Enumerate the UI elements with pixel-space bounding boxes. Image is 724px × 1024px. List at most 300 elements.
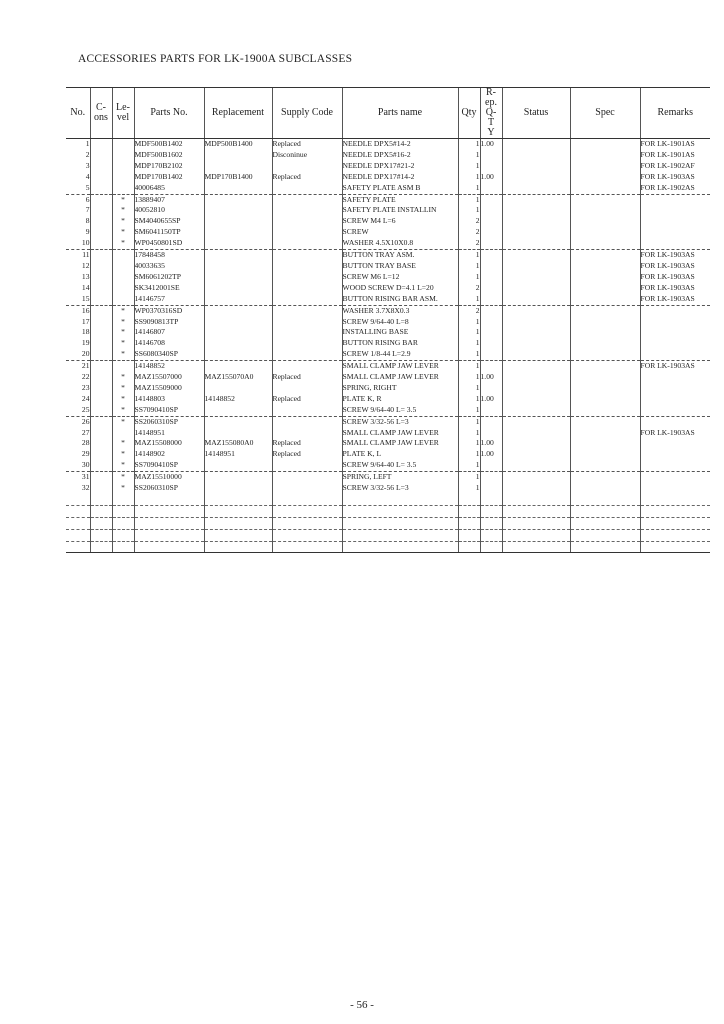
- cell-cons: [90, 416, 112, 427]
- header-qty: Qty: [458, 88, 480, 139]
- cell-rep-qty: [480, 428, 502, 439]
- cell-status: [502, 283, 570, 294]
- empty-cell: [272, 494, 342, 505]
- cell-no: 26: [81, 416, 90, 426]
- empty-cell: [66, 529, 90, 541]
- cell-cons: [90, 227, 112, 238]
- cell-qty: 1: [458, 394, 480, 405]
- cell-level: *: [112, 227, 134, 238]
- cell-cons: [90, 272, 112, 283]
- cell-qty: 1: [458, 483, 480, 494]
- cell-replacement: [204, 383, 272, 394]
- cell-supply-code: Replaced: [272, 438, 342, 449]
- cell-level: *: [112, 372, 134, 383]
- header-parts-name: Parts name: [342, 88, 458, 139]
- cell-parts-no: 40052810: [134, 205, 204, 216]
- cell-status: [502, 183, 570, 194]
- cell-spec: [570, 305, 640, 316]
- cell-spec: [570, 472, 640, 483]
- table-row: [66, 261, 710, 272]
- cell-supply-code: [272, 227, 342, 238]
- cell-qty: 1: [458, 172, 480, 183]
- cell-qty: 1: [458, 272, 480, 283]
- cell-replacement: [204, 317, 272, 328]
- cell-spec: [570, 449, 640, 460]
- table-row: [66, 449, 710, 460]
- cell-spec: [570, 238, 640, 249]
- cell-status: [502, 438, 570, 449]
- cell-qty: 1: [458, 327, 480, 338]
- empty-cell: [204, 517, 272, 529]
- cell-parts-no: MAZ15508000: [134, 438, 204, 449]
- cell-level: *: [112, 405, 134, 416]
- cell-cons: [90, 338, 112, 349]
- cell-cons: [90, 472, 112, 483]
- cell-supply-code: [272, 460, 342, 471]
- header-level: Le-vel: [112, 88, 134, 139]
- cell-level: *: [112, 472, 134, 483]
- cell-remarks: FOR LK-1903AS: [640, 172, 710, 183]
- cell-rep-qty: [480, 238, 502, 249]
- cell-cons: [90, 405, 112, 416]
- header-no: No.: [66, 88, 90, 139]
- cell-qty: 1: [458, 150, 480, 161]
- cell-supply-code: [272, 327, 342, 338]
- cell-qty: 1: [458, 372, 480, 383]
- table-row: [66, 205, 710, 216]
- cell-rep-qty: [480, 327, 502, 338]
- empty-cell: [570, 529, 640, 541]
- cell-spec: [570, 416, 640, 427]
- empty-cell: [640, 517, 710, 529]
- cell-qty: 1: [458, 472, 480, 483]
- cell-parts-name: SCREW: [342, 227, 458, 238]
- cell-remarks: FOR LK-1903AS: [640, 283, 710, 294]
- empty-cell: [570, 494, 640, 505]
- cell-remarks: FOR LK-1903AS: [640, 250, 710, 261]
- cell-remarks: FOR LK-1901AS: [640, 150, 710, 161]
- cell-qty: 1: [458, 438, 480, 449]
- cell-level: *: [112, 383, 134, 394]
- cell-replacement: MAZ155080A0: [204, 438, 272, 449]
- cell-level: [112, 294, 134, 305]
- cell-supply-code: [272, 338, 342, 349]
- cell-parts-no: 14146757: [134, 294, 204, 305]
- cell-replacement: [204, 483, 272, 494]
- cell-no: 1: [85, 139, 90, 148]
- cell-level: [112, 183, 134, 194]
- cell-remarks: [640, 438, 710, 449]
- cell-cons: [90, 438, 112, 449]
- cell-no: 30: [66, 460, 90, 471]
- cell-spec: [570, 272, 640, 283]
- table-row: [66, 194, 710, 205]
- empty-cell: [480, 494, 502, 505]
- cell-level: [112, 250, 134, 261]
- empty-cell: [112, 517, 134, 529]
- parts-table: [66, 87, 710, 553]
- cell-level: *: [112, 327, 134, 338]
- cell-parts-name: SPRING, RIGHT: [342, 383, 458, 394]
- cell-spec: [570, 338, 640, 349]
- cell-rep-qty: [480, 405, 502, 416]
- empty-cell: [458, 541, 480, 553]
- empty-cell: [90, 529, 112, 541]
- cell-parts-no: MDF500B1402: [134, 139, 204, 150]
- cell-remarks: FOR LK-1903AS: [640, 294, 710, 305]
- cell-qty: 1: [458, 361, 480, 372]
- cell-supply-code: [272, 205, 342, 216]
- cell-remarks: FOR LK-1902AS: [640, 183, 710, 194]
- cell-rep-qty: [480, 161, 502, 172]
- cell-cons: [90, 261, 112, 272]
- cell-qty: 1: [458, 183, 480, 194]
- cell-no: 18: [81, 327, 90, 337]
- cell-status: [502, 294, 570, 305]
- table-row: [66, 172, 710, 183]
- cell-no: 13: [81, 271, 90, 281]
- cell-cons: [90, 394, 112, 405]
- empty-cell: [272, 529, 342, 541]
- cell-status: [502, 349, 570, 360]
- cell-level: [112, 172, 134, 183]
- empty-cell: [640, 505, 710, 517]
- cell-replacement: MDP170B1400: [204, 172, 272, 183]
- cell-remarks: [640, 238, 710, 249]
- cell-parts-name: PLATE K, L: [342, 449, 458, 460]
- cell-spec: [570, 183, 640, 194]
- table-row: [66, 361, 710, 372]
- empty-cell: [342, 494, 458, 505]
- cell-cons: [90, 317, 112, 328]
- cell-spec: [570, 261, 640, 272]
- cell-parts-name: BUTTON RISING BAR ASM.: [342, 294, 458, 305]
- table-row: [66, 227, 710, 238]
- cell-replacement: [204, 205, 272, 216]
- empty-cell: [480, 505, 502, 517]
- empty-cell: [458, 505, 480, 517]
- table-row: [66, 183, 710, 194]
- cell-qty: 1: [458, 428, 480, 439]
- cell-supply-code: [272, 261, 342, 272]
- table-row: [66, 161, 710, 172]
- cell-remarks: [640, 460, 710, 471]
- empty-cell: [640, 541, 710, 553]
- empty-row-block: [66, 494, 710, 505]
- cell-status: [502, 227, 570, 238]
- cell-rep-qty: [480, 349, 502, 360]
- cell-remarks: [640, 383, 710, 394]
- header-supply-code: Supply Code: [272, 88, 342, 139]
- cell-parts-name: WASHER 3.7X8X0.3: [342, 305, 458, 316]
- cell-status: [502, 305, 570, 316]
- cell-remarks: [640, 205, 710, 216]
- table-row: [66, 483, 710, 494]
- cell-no: 7: [85, 205, 90, 215]
- cell-parts-name: SCREW M4 L=6: [342, 216, 458, 227]
- table-row: [66, 272, 710, 283]
- empty-cell: [134, 494, 204, 505]
- cell-cons: [90, 460, 112, 471]
- empty-cell: [90, 541, 112, 553]
- cell-cons: [90, 283, 112, 294]
- empty-cell: [66, 494, 90, 505]
- cell-remarks: FOR LK-1903AS: [640, 272, 710, 283]
- cell-parts-no: SS7090410SP: [134, 460, 204, 471]
- empty-cell: [480, 541, 502, 553]
- cell-rep-qty: [480, 305, 502, 316]
- cell-rep-qty: [480, 361, 502, 372]
- cell-status: [502, 172, 570, 183]
- cell-parts-name: SAFETY PLATE ASM B: [342, 183, 458, 194]
- cell-spec: [570, 361, 640, 372]
- cell-remarks: FOR LK-1903AS: [640, 261, 710, 272]
- cell-cons: [90, 428, 112, 439]
- cell-spec: [570, 216, 640, 227]
- cell-no: 14: [81, 282, 90, 292]
- empty-cell: [204, 505, 272, 517]
- cell-spec: [570, 372, 640, 383]
- cell-qty: 1: [458, 261, 480, 272]
- cell-spec: [570, 283, 640, 294]
- cell-parts-name: SAFETY PLATE INSTALLIN: [342, 205, 458, 216]
- cell-parts-no: WP0450801SD: [134, 238, 204, 249]
- cell-rep-qty: 1.00: [480, 172, 502, 183]
- cell-replacement: [204, 283, 272, 294]
- cell-no: 17: [81, 316, 90, 326]
- empty-cell: [134, 529, 204, 541]
- table-row: [66, 349, 710, 360]
- page-number: - 56 -: [350, 999, 374, 1011]
- empty-cell: [342, 541, 458, 553]
- empty-cell: [458, 529, 480, 541]
- empty-cell: [502, 505, 570, 517]
- cell-spec: [570, 405, 640, 416]
- empty-cell: [570, 517, 640, 529]
- cell-remarks: [640, 472, 710, 483]
- cell-cons: [90, 172, 112, 183]
- cell-level: [112, 150, 134, 161]
- cell-parts-name: SCREW 9/64-40 L=8: [342, 317, 458, 328]
- empty-cell: [90, 505, 112, 517]
- cell-cons: [90, 361, 112, 372]
- cell-parts-no: 14148852: [134, 361, 204, 372]
- cell-qty: 1: [458, 317, 480, 328]
- cell-replacement: [204, 250, 272, 261]
- cell-no: 23: [81, 382, 90, 392]
- cell-no: 4: [85, 171, 90, 181]
- cell-supply-code: [272, 361, 342, 372]
- cell-parts-name: SMALL CLAMP JAW LEVER: [342, 438, 458, 449]
- cell-remarks: [640, 338, 710, 349]
- table-row: [66, 327, 710, 338]
- empty-row-block: [66, 517, 710, 529]
- cell-no: 19: [81, 338, 90, 348]
- cell-status: [502, 216, 570, 227]
- cell-parts-name: SCREW M6 L=12: [342, 272, 458, 283]
- cell-remarks: FOR LK-1903AS: [640, 361, 710, 372]
- cell-level: *: [112, 483, 134, 494]
- cell-replacement: [204, 272, 272, 283]
- cell-qty: 2: [458, 216, 480, 227]
- cell-level: *: [112, 205, 134, 216]
- cell-parts-name: BUTTON TRAY ASM.: [342, 250, 458, 261]
- empty-cell: [90, 494, 112, 505]
- cell-spec: [570, 327, 640, 338]
- empty-cell: [458, 494, 480, 505]
- cell-cons: [90, 139, 112, 150]
- cell-parts-no: MAZ15507000: [134, 372, 204, 383]
- cell-no: 2: [85, 149, 90, 159]
- cell-replacement: [204, 183, 272, 194]
- empty-cell: [272, 505, 342, 517]
- cell-replacement: [204, 216, 272, 227]
- empty-cell: [204, 529, 272, 541]
- cell-remarks: [640, 372, 710, 383]
- cell-parts-name: NEEDLE DPX17#14-2: [342, 172, 458, 183]
- cell-no: 25: [66, 405, 90, 416]
- cell-remarks: FOR LK-1902AF: [640, 161, 710, 172]
- cell-cons: [90, 150, 112, 161]
- cell-parts-no: 14146708: [134, 338, 204, 349]
- cell-remarks: [640, 216, 710, 227]
- empty-cell: [134, 517, 204, 529]
- cell-cons: [90, 483, 112, 494]
- cell-status: [502, 139, 570, 150]
- cell-remarks: FOR LK-1901AS: [640, 139, 710, 150]
- cell-parts-no: MDP170B1402: [134, 172, 204, 183]
- cell-parts-name: SCREW 3/32-56 L=3: [342, 416, 458, 427]
- cell-replacement: [204, 405, 272, 416]
- table-row: [66, 305, 710, 316]
- cell-status: [502, 394, 570, 405]
- empty-row-block: [66, 541, 710, 553]
- cell-parts-name: PLATE K, R: [342, 394, 458, 405]
- cell-status: [502, 238, 570, 249]
- cell-qty: 2: [458, 227, 480, 238]
- cell-parts-name: SMALL CLAMP JAW LEVER: [342, 372, 458, 383]
- cell-qty: 2: [458, 238, 480, 249]
- cell-cons: [90, 305, 112, 316]
- cell-supply-code: Replaced: [272, 172, 342, 183]
- table-row: [66, 139, 710, 150]
- cell-replacement: [204, 227, 272, 238]
- cell-no: 22: [81, 372, 90, 382]
- cell-rep-qty: [480, 183, 502, 194]
- cell-parts-no: SS7090410SP: [134, 405, 204, 416]
- cell-parts-no: 40033635: [134, 261, 204, 272]
- cell-cons: [90, 383, 112, 394]
- cell-status: [502, 383, 570, 394]
- cell-no: 16: [81, 305, 90, 315]
- header-status: Status: [502, 88, 570, 139]
- cell-status: [502, 194, 570, 205]
- cell-remarks: [640, 405, 710, 416]
- cell-rep-qty: [480, 317, 502, 328]
- cell-spec: [570, 250, 640, 261]
- cell-replacement: [204, 161, 272, 172]
- cell-qty: 1: [458, 294, 480, 305]
- cell-parts-no: MAZ15510000: [134, 472, 204, 483]
- cell-supply-code: Disconinue: [272, 150, 342, 161]
- cell-parts-no: SS9090813TP: [134, 317, 204, 328]
- cell-level: *: [112, 460, 134, 471]
- table-row: [66, 238, 710, 249]
- cell-replacement: [204, 416, 272, 427]
- cell-parts-name: SCREW 1/8-44 L=2.9: [342, 349, 458, 360]
- cell-parts-no: 14148951: [134, 428, 204, 439]
- empty-cell: [480, 517, 502, 529]
- table-row: [66, 250, 710, 261]
- cell-supply-code: [272, 194, 342, 205]
- cell-replacement: 14148951: [204, 449, 272, 460]
- cell-level: *: [112, 317, 134, 328]
- cell-qty: 1: [458, 139, 480, 150]
- cell-no: 12: [81, 260, 90, 270]
- cell-qty: 1: [458, 460, 480, 471]
- cell-status: [502, 272, 570, 283]
- cell-supply-code: Replaced: [272, 449, 342, 460]
- cell-rep-qty: [480, 227, 502, 238]
- cell-parts-no: MDF500B1602: [134, 150, 204, 161]
- cell-rep-qty: [480, 483, 502, 494]
- cell-parts-name: BUTTON TRAY BASE: [342, 261, 458, 272]
- cell-rep-qty: [480, 283, 502, 294]
- header-spec: Spec: [570, 88, 640, 139]
- cell-level: *: [112, 238, 134, 249]
- cell-level: *: [112, 394, 134, 405]
- cell-no: 24: [81, 393, 90, 403]
- cell-no: 21: [81, 361, 90, 371]
- cell-status: [502, 416, 570, 427]
- cell-no: 15: [66, 294, 90, 305]
- cell-rep-qty: [480, 205, 502, 216]
- cell-level: [112, 139, 134, 150]
- cell-rep-qty: [480, 250, 502, 261]
- cell-level: [112, 261, 134, 272]
- cell-qty: 1: [458, 250, 480, 261]
- table-row: [66, 472, 710, 483]
- cell-replacement: [204, 150, 272, 161]
- cell-status: [502, 205, 570, 216]
- header-parts-no: Parts No.: [134, 88, 204, 139]
- cell-status: [502, 428, 570, 439]
- cell-remarks: [640, 416, 710, 427]
- empty-cell: [112, 494, 134, 505]
- cell-no: 9: [85, 227, 90, 237]
- empty-row-block: [66, 505, 710, 517]
- cell-rep-qty: [480, 294, 502, 305]
- cell-rep-qty: 1.00: [480, 449, 502, 460]
- cell-remarks: [640, 194, 710, 205]
- cell-replacement: [204, 194, 272, 205]
- cell-rep-qty: [480, 338, 502, 349]
- cell-status: [502, 150, 570, 161]
- cell-rep-qty: [480, 194, 502, 205]
- cell-spec: [570, 383, 640, 394]
- cell-parts-no: SK3412001SE: [134, 283, 204, 294]
- cell-status: [502, 460, 570, 471]
- cell-level: [112, 428, 134, 439]
- cell-remarks: FOR LK-1903AS: [640, 428, 710, 439]
- cell-spec: [570, 294, 640, 305]
- cell-supply-code: [272, 416, 342, 427]
- cell-replacement: [204, 460, 272, 471]
- cell-qty: 1: [458, 161, 480, 172]
- table-body: [66, 139, 710, 553]
- cell-no: 31: [81, 472, 90, 482]
- empty-cell: [66, 505, 90, 517]
